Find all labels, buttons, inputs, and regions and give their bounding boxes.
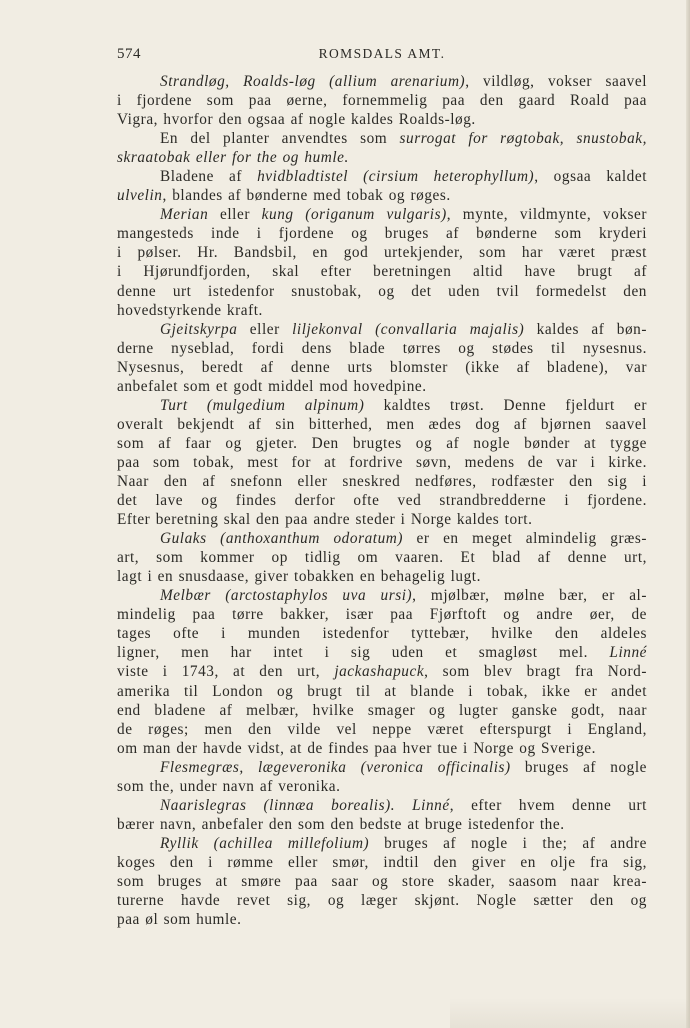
text-line — [117, 377, 647, 396]
text-segment: bruges af nogle — [510, 758, 647, 776]
text-segment: i Hjørundfjorden, skal efter beretningen altid have brugt af — [117, 263, 647, 281]
italic-text-segment: Ryllik (achillea millefolium) — [160, 834, 370, 852]
text-segment: mangesteds inde i fjordene og bruges af bønderne som kryderi — [117, 225, 647, 243]
text-segment: som bruges at smøre paa saar og store skader, saasom naar krea- — [117, 872, 647, 890]
text-line — [117, 491, 647, 510]
italic-text-segment: Gulaks (anthoxanthum odoratum) — [160, 530, 404, 548]
text-segment: , som blev bragt fra Nord- — [424, 663, 647, 681]
text-line — [117, 682, 647, 701]
text-line — [117, 796, 647, 815]
text-segment: art, som kommer op tidlig om vaaren. Et blad af denne urt, — [117, 549, 647, 567]
text-segment: kaldtes trøst. Denne fjeldurt er — [364, 396, 648, 414]
text-line — [117, 224, 647, 243]
text-line — [117, 243, 647, 262]
text-segment: Vigra, hvorfor den ogsaa af nogle kaldes Roalds-løg. — [117, 111, 476, 129]
text-segment: viste i 1743, at den urt, — [117, 663, 335, 681]
text-segment: som af faar og gjeter. Den brugtes og af nogle bønder at tygge — [117, 434, 647, 452]
italic-text-segment: ulvelin — [117, 187, 163, 205]
text-segment: de røges; men den vilde vel neppe været efterspurgt i England, — [117, 720, 647, 738]
text-line — [117, 643, 647, 662]
text-segment: , blandes af bønderne med tobak og røges. — [162, 187, 451, 205]
page-shadow — [450, 998, 690, 1028]
text-line — [117, 301, 647, 320]
text-line — [117, 148, 647, 167]
text-line — [117, 415, 647, 434]
text-segment: mindelig paa tørre bakker, især paa Fjørftoft og andre øer, de — [117, 606, 647, 624]
text-segment: denne urt istedenfor snustobak, og det uden tvil formedelst den — [117, 282, 647, 300]
text-line — [117, 777, 647, 796]
text-line — [117, 872, 647, 891]
text-segment: hovedstyrkende kraft. — [117, 301, 263, 319]
text-segment: koges den i rømme eller smør, indtil den giver en olje fra sig, — [117, 853, 647, 871]
text-segment: turerne havde revet sig, og læger skjønt. Nogle sætter den og — [117, 892, 647, 910]
text-line — [117, 853, 647, 872]
text-line — [117, 567, 647, 586]
text-segment: tages ofte i munden istedenfor tyttebær, hvilke den aldeles — [117, 625, 647, 643]
text-line — [117, 910, 647, 929]
text-line — [117, 358, 647, 377]
text-segment: , ogsaa kaldet — [534, 168, 647, 186]
text-segment: er en meget almindelig græs- — [403, 530, 647, 548]
text-segment: bærer navn, anbefaler den som den bedste at bruge istedenfor the. — [117, 815, 565, 833]
text-line — [117, 453, 647, 472]
text-line — [117, 205, 647, 224]
text-line — [117, 91, 647, 110]
text-line — [117, 548, 647, 567]
italic-text-segment: jackashapuck — [334, 663, 425, 681]
text-segment: i pølser. Hr. Bandsbil, en god urtekjender, som har været præst — [117, 244, 647, 262]
text-segment: , mjølbær, mølne bær, er al- — [412, 587, 647, 605]
italic-text-segment: Melbær (arctostaphylos uva ursi) — [160, 587, 413, 605]
page-header — [117, 46, 647, 68]
text-line — [117, 186, 647, 205]
page-edge — [686, 0, 690, 1028]
text-line — [117, 529, 647, 548]
text-line — [117, 262, 647, 281]
text-segment: , efter hvem denne urt — [449, 796, 647, 814]
italic-text-segment: liljekonval (convallaria majalis) — [292, 320, 525, 338]
text-segment: det lave og findes derfor ofte ved strandbredderne i fjordene. — [117, 492, 647, 510]
text-line — [117, 434, 647, 453]
italic-text-segment: kung (origanum vulgaris) — [261, 206, 447, 224]
text-line — [117, 586, 647, 605]
text-segment: kaldes af bøn- — [524, 320, 647, 338]
text-segment: Nysesnus, beredt af denne urts blomster (ikke af bladene), var — [117, 358, 647, 376]
text-line — [117, 605, 647, 624]
text-line — [117, 758, 647, 777]
text-line — [117, 662, 647, 681]
running-title: ROMSDALS AMT. — [318, 46, 446, 61]
text-segment: i fjordene som paa øerne, fornemmelig paa den gaard Roald paa — [117, 92, 647, 110]
text-segment: overalt bekjendt af sin bitterhed, men ædes dog af bjørnen saavel — [117, 415, 647, 433]
italic-text-segment: Linné — [609, 644, 647, 662]
text-segment: end bladene af melbær, hvilke smager og lugter ganske godt, naar — [117, 701, 647, 719]
text-line — [117, 624, 647, 643]
text-segment: ligner, men har intet i sig uden et smagløst mel. — [117, 644, 610, 662]
text-segment: , mynte, vildmynte, vokser — [446, 206, 648, 224]
text-line — [117, 282, 647, 301]
text-line — [117, 701, 647, 720]
text-line — [117, 129, 647, 148]
text-segment: som the, under navn af veronika. — [117, 777, 341, 795]
italic-text-segment: Merian — [160, 206, 209, 224]
italic-text-segment: Strandløg, Roalds-løg (allium arenarium) — [160, 73, 466, 90]
text-segment: Naar den af snefonn eller sneskred nedføres, rodfæster den sig i — [117, 472, 647, 490]
italic-text-segment: surrogat for røgtobak, snustobak, — [399, 130, 647, 148]
text-line — [117, 815, 647, 834]
italic-text-segment: Flesmegræs, lægeveronika (veronica officinalis) — [160, 758, 511, 776]
text-segment: eller — [208, 206, 262, 224]
text-line — [117, 739, 647, 758]
text-segment: eller — [237, 320, 293, 338]
italic-text-segment: Gjeitskyrpa — [160, 320, 238, 338]
text-segment: amerika til London og brugt til at blande i tobak, ikke er andet — [117, 682, 647, 700]
italic-text-segment: skraatobak eller for the og humle. — [117, 149, 349, 167]
italic-text-segment: Naarislegras (linnæa borealis). Linné — [160, 796, 450, 814]
text-segment: Bladene af — [160, 168, 258, 186]
text-segment: anbefalet som et godt middel mod hovedpine. — [117, 377, 427, 395]
text-segment: lagt i en snusdaase, giver tobakken en behagelig lugt. — [117, 568, 481, 586]
page-number: 574 — [117, 46, 141, 62]
text-segment: paa øl som humle. — [117, 911, 242, 929]
text-line — [117, 834, 647, 853]
text-segment: Efter beretning skal den paa andre steder i Norge kaldes tort. — [117, 511, 533, 529]
text-segment: bruges af nogle i the; af andre — [369, 834, 647, 852]
text-segment: En del planter anvendtes som — [160, 130, 400, 148]
text-line — [117, 339, 647, 358]
text-line — [117, 167, 647, 186]
text-line — [117, 720, 647, 739]
text-line — [117, 320, 647, 339]
italic-text-segment: Turt (mulgedium alpinum) — [160, 396, 365, 414]
text-line — [117, 891, 647, 910]
text-segment: paa som tobak, mest for at fordrive søvn, medens de var i kirke. — [117, 453, 647, 471]
italic-text-segment: hvidbladtistel (cirsium heterophyllum) — [257, 168, 535, 186]
text-line — [117, 72, 647, 91]
text-line — [117, 110, 647, 129]
text-segment: derne nyseblad, fordi dens blade tørres og stødes til nysesnus. — [117, 339, 647, 357]
text-segment: , vildløg, vokser saavel — [465, 73, 647, 90]
text-line — [117, 472, 647, 491]
text-line — [117, 510, 647, 529]
text-line — [117, 396, 647, 415]
body-text — [117, 72, 647, 929]
text-segment: om man der havde vidst, at de findes paa hver tue i Norge og Sverige. — [117, 739, 597, 757]
